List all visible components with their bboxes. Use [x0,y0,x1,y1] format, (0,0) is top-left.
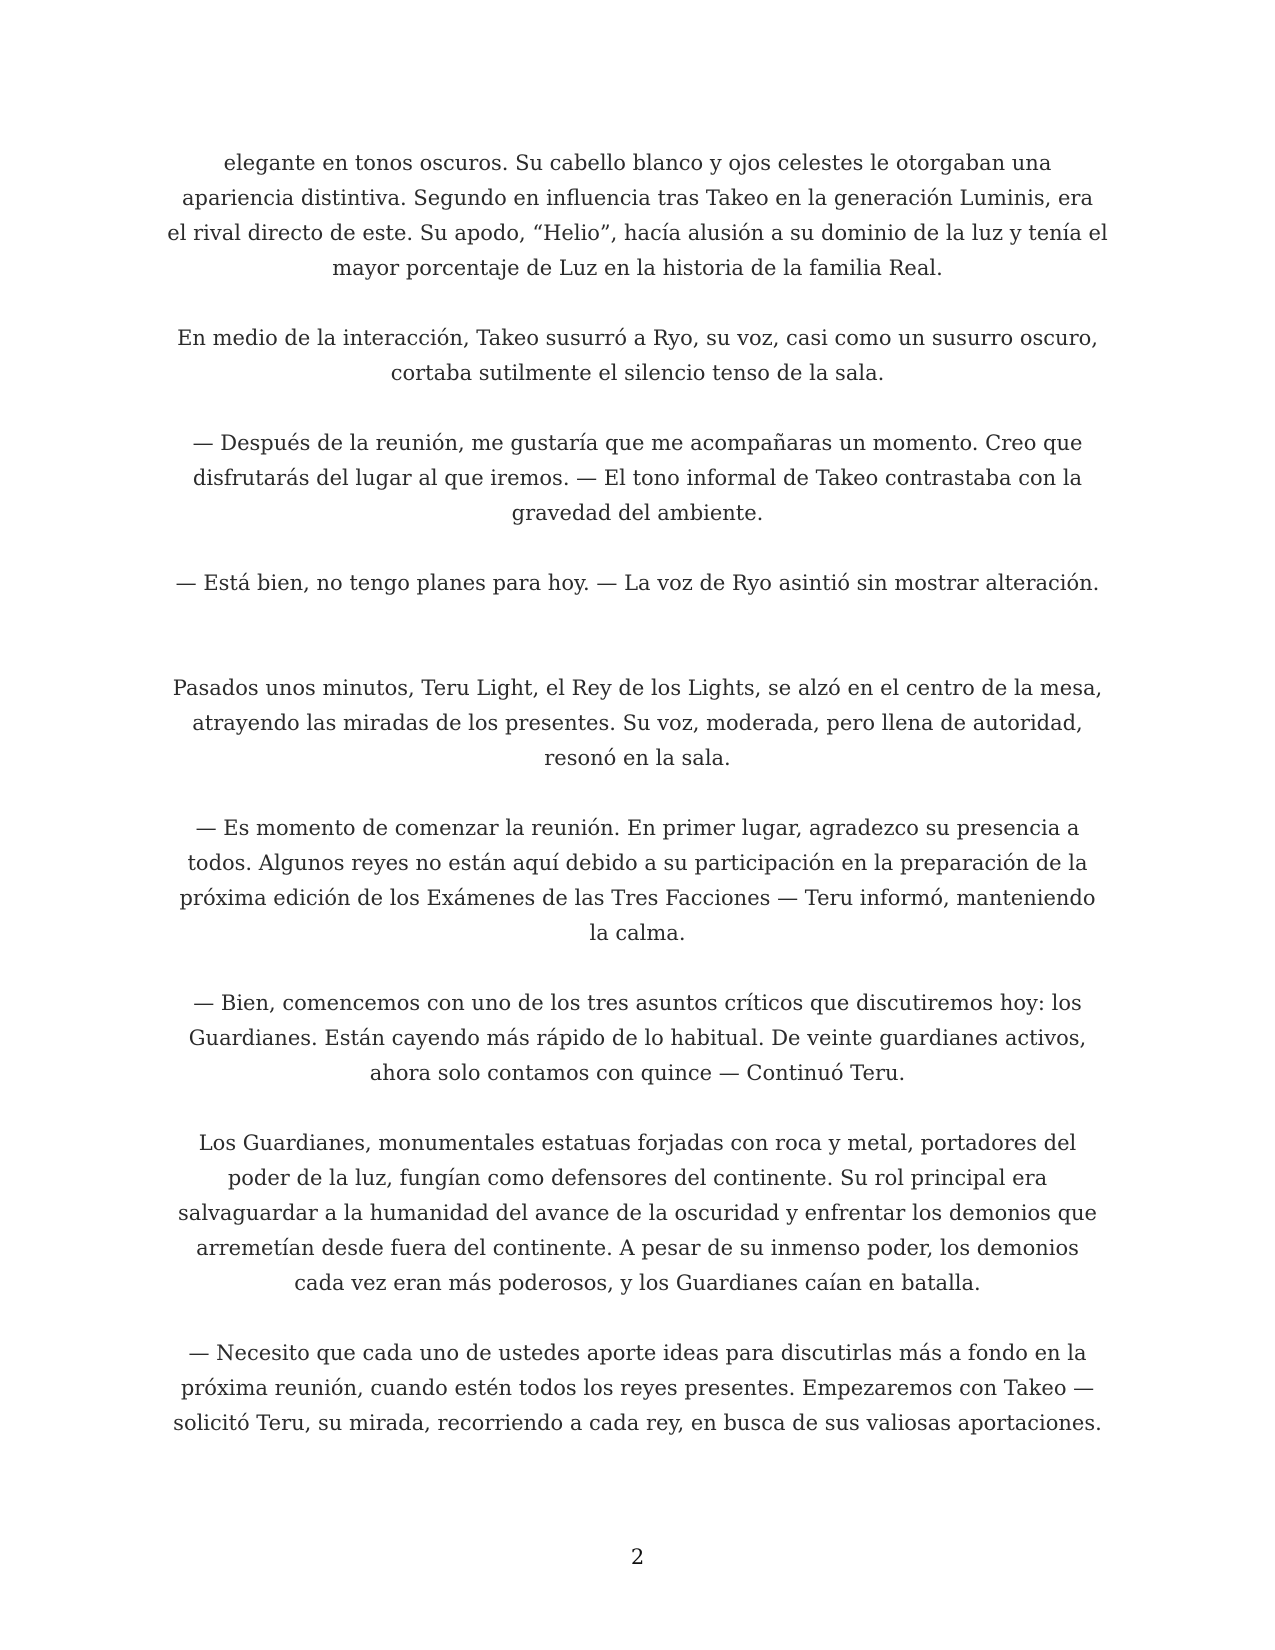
text-line: cortaba sutilmente el silencio tenso de la sala. [390,361,885,385]
paragraph-teru-opening [150,811,1125,951]
paragraph-takeo-invitation [150,426,1125,531]
text-line: Guardianes. Están cayendo más rápido de lo habitual. De veinte guardianes activos, [188,1026,1087,1050]
text-line: cada vez eran más poderosos, y los Guardianes caían en batalla. [294,1271,981,1295]
text-line: Los Guardianes, monumentales estatuas forjadas con roca y metal, portadores del [198,1131,1077,1155]
text-line: gravedad del ambiente. [511,501,764,525]
text-line: Pasados unos minutos, Teru Light, el Rey de los Lights, se alzó en el centro de la mesa, [172,676,1103,700]
text-line: — Bien, comencemos con uno de los tres asuntos críticos que discutiremos hoy: los [193,991,1082,1015]
text-line: atrayendo las miradas de los presentes. Su voz, moderada, pero llena de autoridad, [192,711,1083,735]
text-line: disfrutarás del lugar al que iremos. — El tono informal de Takeo contrastaba con la [192,466,1083,490]
paragraph-teru-rises [150,671,1125,776]
paragraph-ryo-reply [150,566,1125,601]
text-line: mayor porcentaje de Luz en la historia de la familia Real. [332,256,943,280]
text-line: la calma. [589,921,686,945]
text-line: próxima edición de los Exámenes de las Tres Facciones — Teru informó, manteniendo [179,886,1096,910]
text-line: — Está bien, no tengo planes para hoy. — La voz de Ryo asintió sin mostrar alteración. [175,571,1100,595]
paragraph-helio-description [150,146,1125,286]
text-line: próxima reunión, cuando estén todos los reyes presentes. Empezaremos con Takeo — [180,1376,1095,1400]
text-line: — Necesito que cada uno de ustedes aporte ideas para discutirlas más a fondo en la [188,1341,1087,1365]
text-line: solicitó Teru, su mirada, recorriendo a cada rey, en busca de sus valiosas aportaciones. [173,1411,1102,1435]
text-line: — Después de la reunión, me gustaría que me acompañaras un momento. Creo que [192,431,1083,455]
text-line: ahora solo contamos con quince — Continuó Teru. [369,1061,906,1085]
page-number: 2 [630,1545,645,1569]
document-page [150,146,1125,1476]
paragraph-guardians-description [150,1126,1125,1301]
text-line: salvaguardar a la humanidad del avance de la oscuridad y enfrentar los demonios que [178,1201,1097,1225]
text-line: resonó en la sala. [544,746,731,770]
text-line: En medio de la interacción, Takeo susurró a Ryo, su voz, casi como un susurro oscuro, [177,326,1098,350]
text-line: el rival directo de este. Su apodo, “Helio”, hacía alusión a su dominio de la luz y tenía el [167,221,1108,245]
paragraph-guardians-issue [150,986,1125,1091]
text-line: arremetían desde fuera del continente. A pesar de su inmenso poder, los demonios [196,1236,1079,1260]
paragraph-takeo-whisper [150,321,1125,391]
text-line: — Es momento de comenzar la reunión. En primer lugar, agradezco su presencia a [195,816,1080,840]
text-line: poder de la luz, fungían como defensores del continente. Su rol principal era [227,1166,1048,1190]
text-line: todos. Algunos reyes no están aquí debido a su participación en la preparación de la [187,851,1088,875]
text-line: elegante en tonos oscuros. Su cabello blanco y ojos celestes le otorgaban una [223,151,1052,175]
text-line: apariencia distintiva. Segundo en influencia tras Takeo en la generación Luminis, era [182,186,1093,210]
paragraph-teru-request [150,1336,1125,1441]
